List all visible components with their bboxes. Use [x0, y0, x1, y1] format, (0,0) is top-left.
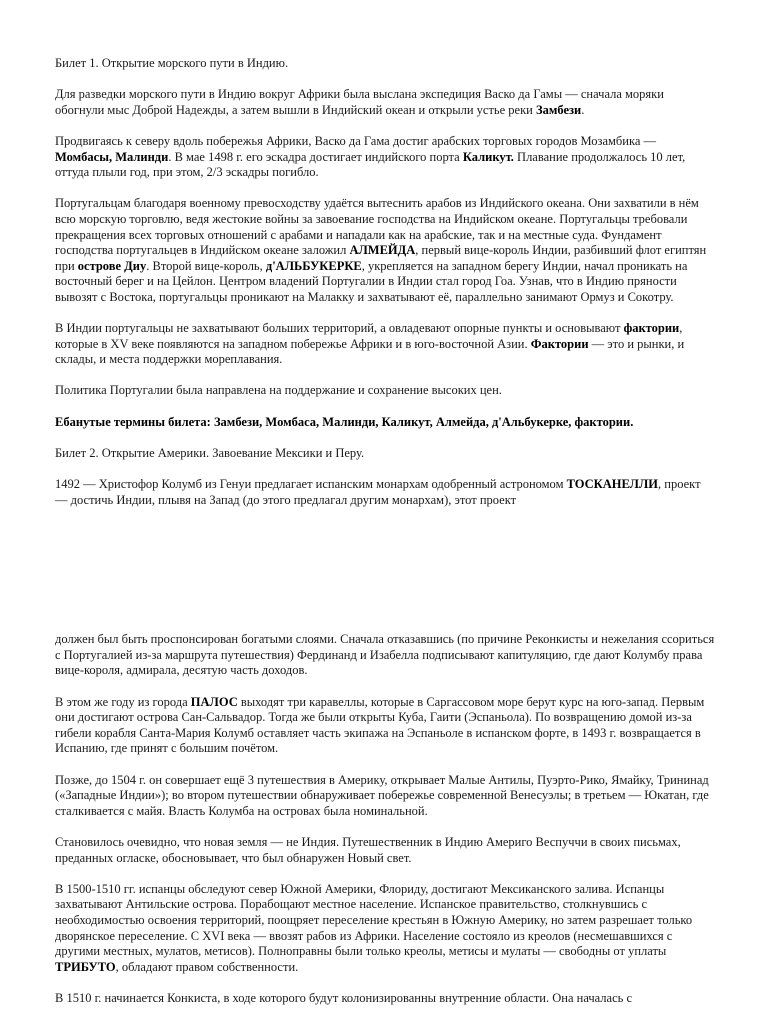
terms-list: Ебанутые термины билета: Замбези, Момбаса, Малинди, Каликут, Алмейда, д'Альбукерке, фактории. [55, 414, 634, 429]
text-run: , укрепляется на западном берегу Индии, начал проникать на восточный берег и на Цейлон. Центром владений Португалии в Индии стал город Гоа. Узнав, что в Индию пряности вывозят с Востока, португальцы проникают на Малакку и захватывают её, параллельно занимают Ормуз и Сокотру. [55, 258, 688, 304]
ticket1-paragraph-2 [55, 134, 715, 181]
term-albuquerque: д'АЛЬБУКЕРКЕ [265, 258, 362, 273]
text-run: . В мае 1498 г. его эскадра достигает индийского порта [168, 149, 463, 164]
text-run: , первый вице-король Индии, разбивший флот египтян при [55, 243, 707, 273]
ticket2-heading: Билет 2. Открытие Америки. Завоевание Мексики и Перу. [55, 445, 365, 460]
term-almeida: АЛМЕЙДА [349, 243, 416, 258]
text-run: , обладают правом собственности. [115, 959, 299, 974]
text-run: выходят три каравеллы, которые в Саргассовом море берут курс на юго-запад. Первым они достигают острова Сан-Сальвадор. Тогда же были открыты Куба, Гаити (Эспаньола). По возвращению домой из-за гибели корабля Санта-Мария Колумб оставляет часть экипажа на Эспаньоле в испанском форте, в 1493 г. возвращается в Испанию, где принят с большим почётом. [55, 694, 705, 756]
term-zambezi: Замбези [536, 102, 582, 117]
ticket1-terms [55, 415, 715, 431]
term-factories-capital: Фактории [530, 336, 589, 351]
ticket2-paragraph-1-continued: должен был быть проспонсирован богатыми слоями. Сначала отказавшись (по причине Реконкисты и нежелания ссориться с Португалией из-за маршрута путешествия) Фердинанд и Изабелла подписывают капитуляцию, где дают Колумбу права вице-короля, адмирала, десятую часть доходов. [55, 632, 715, 678]
term-mombasa-malindi: Момбасы, Малинди [55, 149, 169, 164]
ticket1-paragraph-1 [55, 87, 715, 118]
page-break-gap [55, 508, 715, 632]
ticket2-paragraph-2 [55, 695, 715, 757]
text-run: Для разведки морского пути в Индию вокруг Африки была выслана экспедиция Васко да Гамы — сначала моряки обогнули мыс Доброй Надежды, а затем вышли в Индийский океан и открыли устье реки [55, 87, 664, 117]
ticket1-paragraph-5: Политика Португалии была направлена на поддержание и сохранение высоких цен. [55, 383, 502, 398]
term-diu-island: острове Диу [77, 258, 147, 273]
ticket2-paragraph-4: Становилось очевидно, что новая земля — не Индия. Путешественник в Индию Америго Веспуччи в своих письмах, преданных огласке, обосновывает, что был обнаружен Новый свет. [55, 834, 681, 865]
text-run: В 1500-1510 гг. испанцы обследуют север Южной Америки, Флориду, достигают Мексиканского залива. Испанцы захватывают Антильские острова. Порабощают местное население. Испанское правительство, столкнувшись с необходимостью освоения территорий, поощряет переселение крестьян в Южную Америку, но затем разрешает только дворянское переселение. С XVI века — ввозят рабов из Африки. Население состояло из креолов (несмешавшихся с другими местных, мулатов, метисов). Полноправны были только креолы, метисы и мулаты — свободны от уплаты [55, 881, 693, 959]
term-calicut: Каликут. [462, 149, 514, 164]
ticket2-paragraph-5 [55, 882, 715, 976]
text-run: Продвигаясь к северу вдоль побережья Африки, Васко да Гама достиг арабских торговых городов Мозамбика — [55, 133, 657, 148]
ticket2-paragraph-1 [55, 477, 715, 508]
text-run: . [581, 102, 585, 117]
text-run: . Второй вице-король, [146, 258, 266, 273]
ticket2-paragraph-6: В 1510 г. начинается Конкиста, в ходе которого будут колонизированны внутренние области. Она началась с [55, 990, 633, 1005]
text-run: В этом же году из города [55, 694, 191, 709]
text-run: , проект — достичь Индии, плывя на Запад (до этого предлагал другим монархам), этот проект [55, 477, 701, 507]
text-run: В Индии португальцы не захватывают больших территорий, а овладевают опорные пункты и основывают [55, 321, 624, 336]
text-run: — это и рынки, и склады, и места поддержки мореплавания. [55, 336, 685, 367]
text-run: 1492 — Христофор Колумб из Генуи предлагает испанским монархам одобренный астрономом [55, 477, 567, 492]
text-run: Португальцам благодаря военному превосходству удаётся вытеснить арабов из Индийского океана. Они захватили в нём всю морскую торговлю, ведя жестокие войны за завоевание господства на Индийском океане. Португальцы требовали прекращения всех торговых отношений с арабами и нападали как на арабские, так и на местные суда. Фундамент господства португальцев в Индийском океане заложил [55, 196, 699, 258]
ticket1-paragraph-3 [55, 196, 715, 305]
text-run: Плавание продолжалось 10 лет, оттуда плыли год, при этом, 2/3 эскадры погибло. [55, 149, 686, 180]
ticket1-paragraph-4 [55, 321, 715, 368]
text-run: , которые в XV веке появляются на западном побережье Африки и в юго-восточной Азии. [55, 321, 683, 351]
ticket2-paragraph-3: Позже, до 1504 г. он совершает ещё 3 путешествия в Америку, открывает Малые Антилы, Пуэрто-Рико, Ямайку, Трининад («Западные Индии»); во втором путешествии обнаруживает побережье современной Венесуэлы; в третьем — Юкатан, где сталкивается с майя. Власть Колумба на островах была номинальной. [55, 772, 709, 818]
term-palos: ПАЛОС [190, 694, 238, 709]
document-page [55, 56, 715, 1022]
term-toscanelli: ТОСКАНЕЛЛИ [566, 477, 659, 492]
term-tributo: ТРИБУТО [55, 959, 116, 974]
ticket1-heading: Билет 1. Открытие морского пути в Индию. [55, 56, 289, 70]
term-factories: фактории [623, 321, 680, 336]
